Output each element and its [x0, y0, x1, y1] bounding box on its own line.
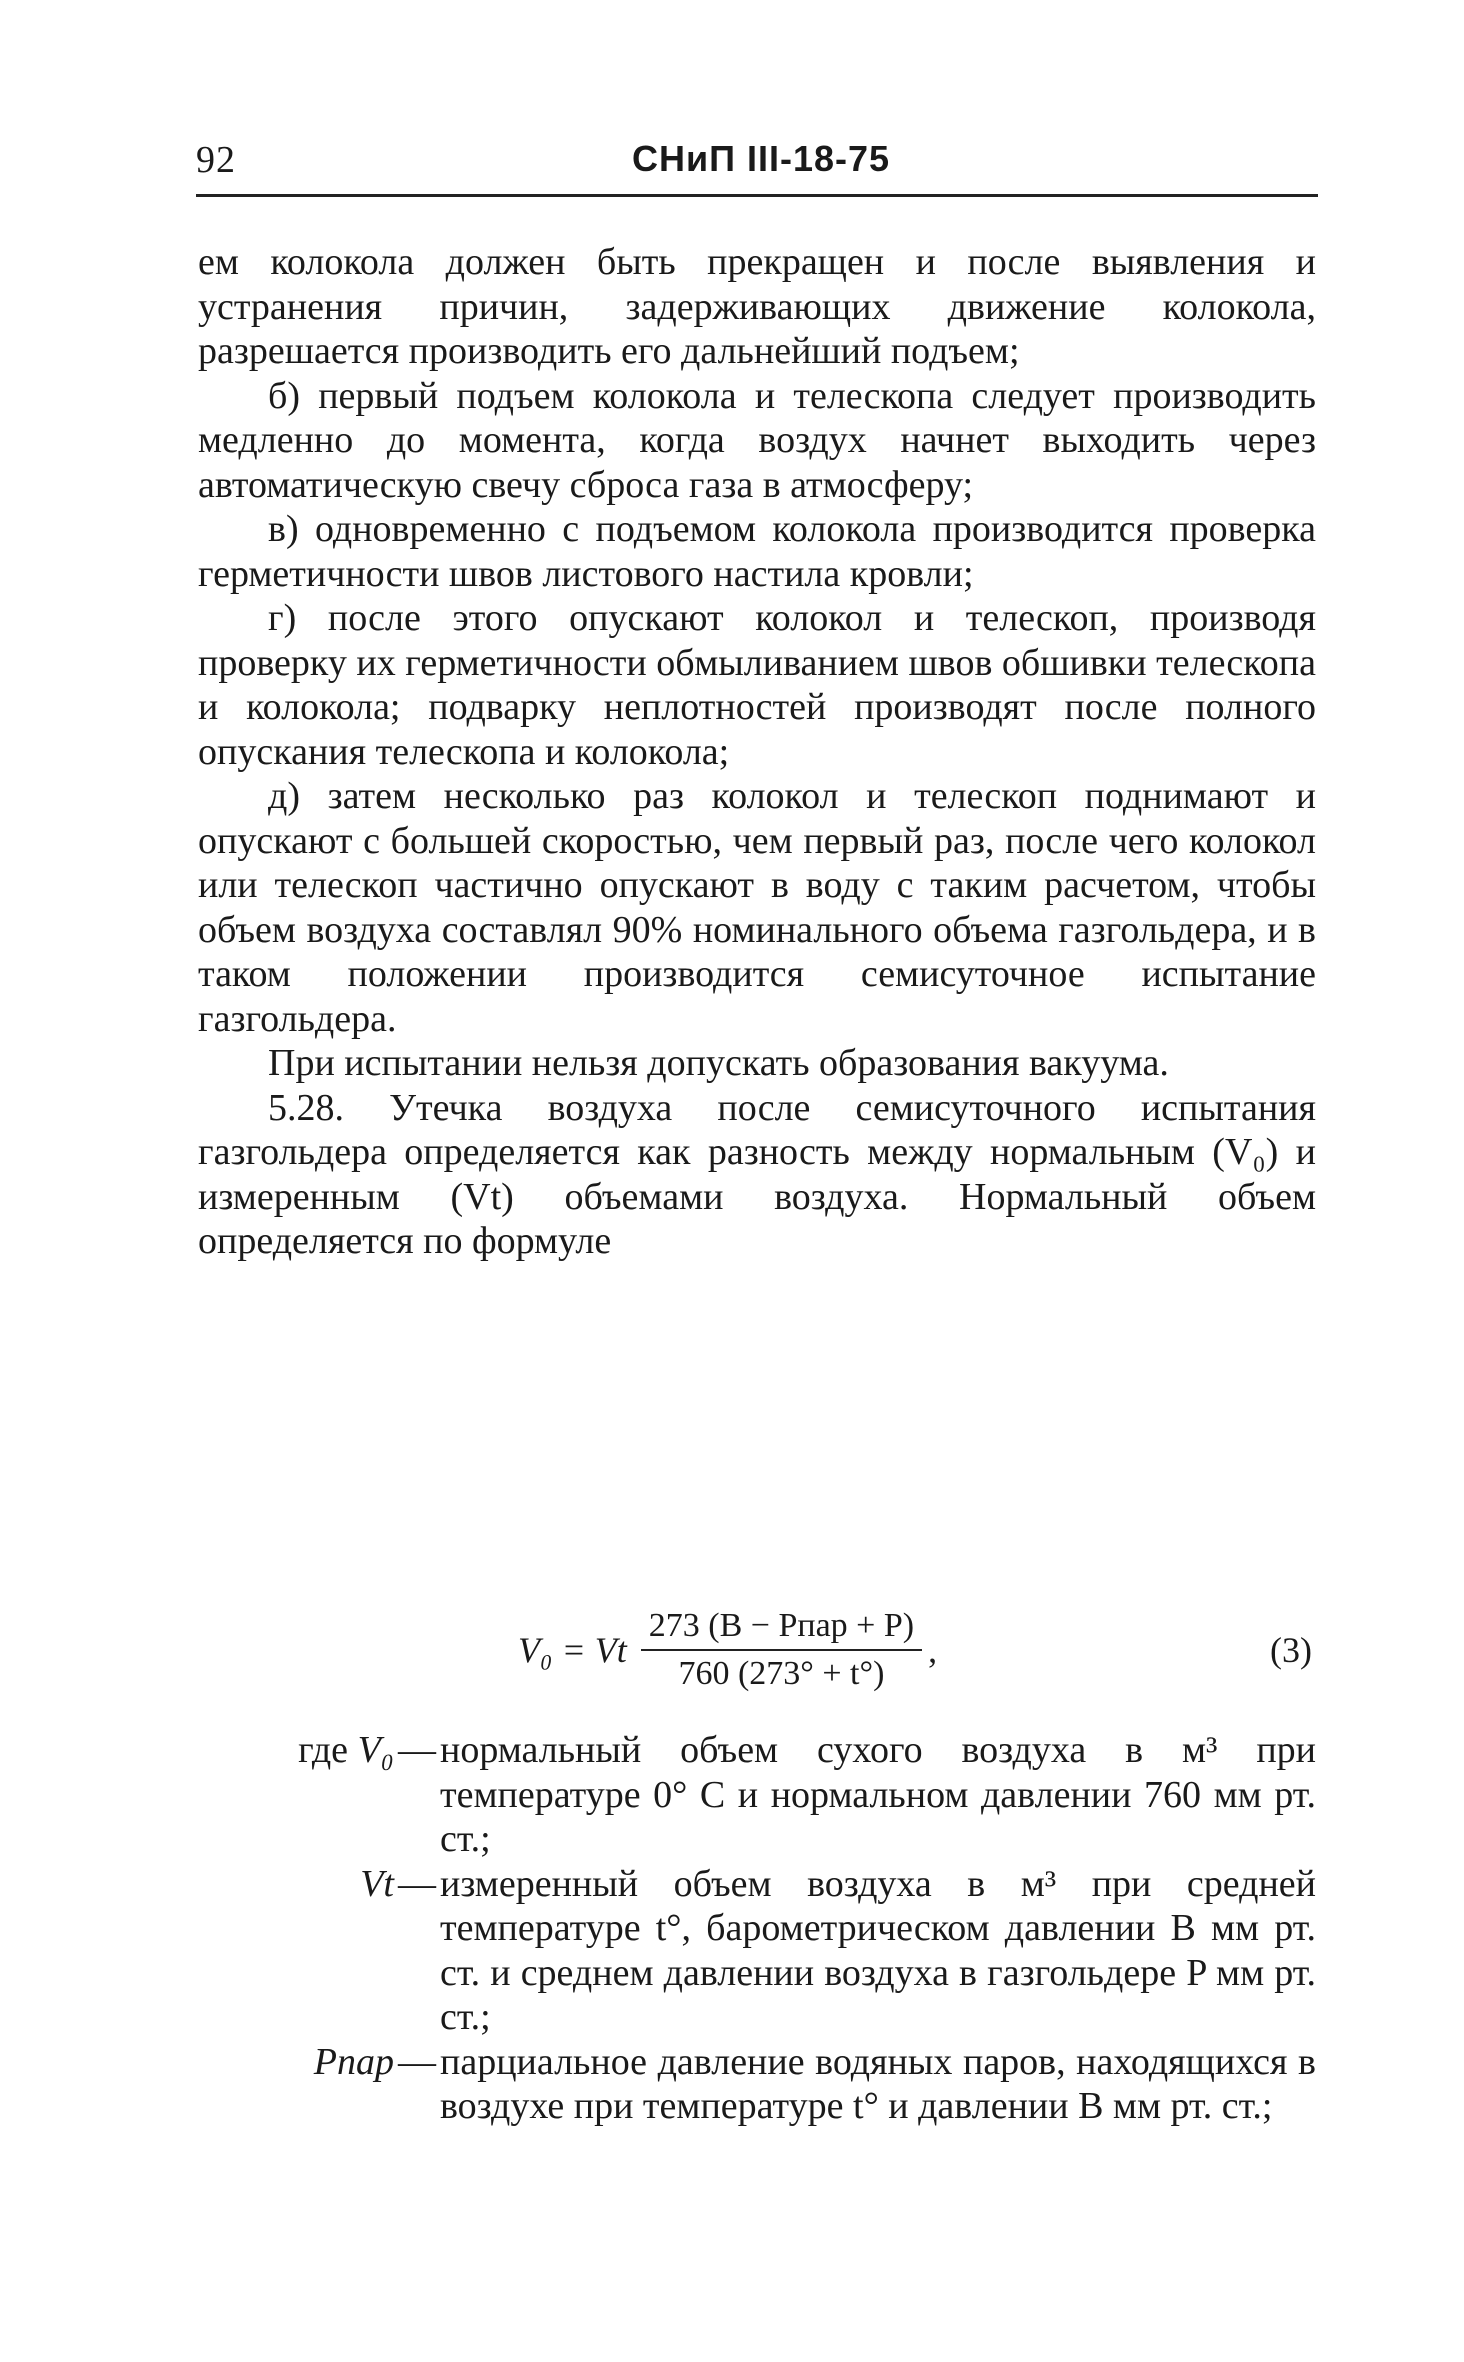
paragraph-item-g: г) после этого опускают колокол и телескоп, производя проверку их герметичности обмыливанием швов обшивки телескопа и колокола; подварку неплотностей производят после полного опускания телескопа и колокола;	[198, 597, 1316, 773]
formula-numerator: 273 (B − Pпар + P)	[641, 1607, 922, 1651]
definition-text: измеренный объем воздуха в м³ при средней температуре t°, барометрическом давлении B мм рт. ст. и среднем давлении воздуха в газгольдере P мм рт. ст.;	[440, 1862, 1316, 2038]
definitions-intro: где	[298, 1729, 349, 1771]
definition-symbol: V₀	[357, 1729, 394, 1771]
formula-denominator: 760 (273° + t°)	[678, 1655, 885, 1692]
definition-ppar	[198, 2040, 1316, 2129]
definition-dash: —	[398, 1862, 436, 1905]
formula-expression	[518, 1595, 937, 1705]
formula-fraction	[641, 1607, 922, 1693]
formula-lhs: V₀ = Vt	[518, 1630, 627, 1670]
paragraph-item-v: в) одновременно с подъемом колокола производится проверка герметичности швов листового настила кровли;	[198, 508, 1316, 595]
formula-trailing-comma: ,	[928, 1630, 938, 1670]
definition-v0	[198, 1728, 1316, 1862]
definition-dash: —	[398, 2040, 436, 2083]
paragraph-item-d: д) затем несколько раз колокол и телескоп поднимают и опускают с большей скоростью, чем первый раз, после чего колокол или телескоп частично опускают в воду с таким расчетом, чтобы объем воздуха составлял 90% номинального объема газгольдера, и в таком положении производится семисуточное испытание газгольдера.	[198, 775, 1316, 1040]
definition-vt	[198, 1862, 1316, 2040]
definition-text: парциальное давление водяных паров, находящихся в воздухе при температуре t° и давлении B мм рт. ст.;	[440, 2040, 1316, 2127]
definition-dash: —	[398, 1729, 436, 1771]
body-text	[198, 240, 1316, 1264]
formula-number: (3)	[1270, 1630, 1312, 1670]
formula-3	[198, 1595, 1316, 1705]
definition-term	[198, 2040, 394, 2129]
paragraph-vacuum-note: При испытании нельзя допускать образования вакуума.	[268, 1042, 1169, 1084]
paragraph-item-b: б) первый подъем колокола и телескопа следует производить медленно до момента, когда воздух начнет выходить через автоматическую свечу сброса газа в атмосферу;	[198, 374, 1316, 506]
definition-symbol: Vt	[360, 1862, 394, 1905]
page-header	[196, 138, 1316, 188]
page-number: 92	[196, 139, 236, 181]
paragraph-continuation: ем колокола должен быть прекращен и после выявления и устранения причин, задерживающих движение колокола, разрешается производить его дальнейший подъем;	[198, 241, 1316, 372]
definition-symbol: Pпар	[313, 2040, 394, 2083]
running-title: СНиП III-18-75	[632, 138, 891, 179]
definition-term	[198, 1728, 394, 1862]
definition-text: нормальный объем сухого воздуха в м³ при температуре 0° С и нормальном давлении 760 мм рт. ст.;	[440, 1729, 1316, 1860]
header-rule	[196, 194, 1318, 197]
definitions-list	[198, 1728, 1316, 2129]
paragraph-section-5-28: 5.28. Утечка воздуха после семисуточного испытания газгольдера определяется как разность между нормальным (V₀) и измеренным (Vt) объемами воздуха. Нормальный объем определяется по формуле	[198, 1086, 1316, 1262]
definition-term	[198, 1862, 394, 2040]
